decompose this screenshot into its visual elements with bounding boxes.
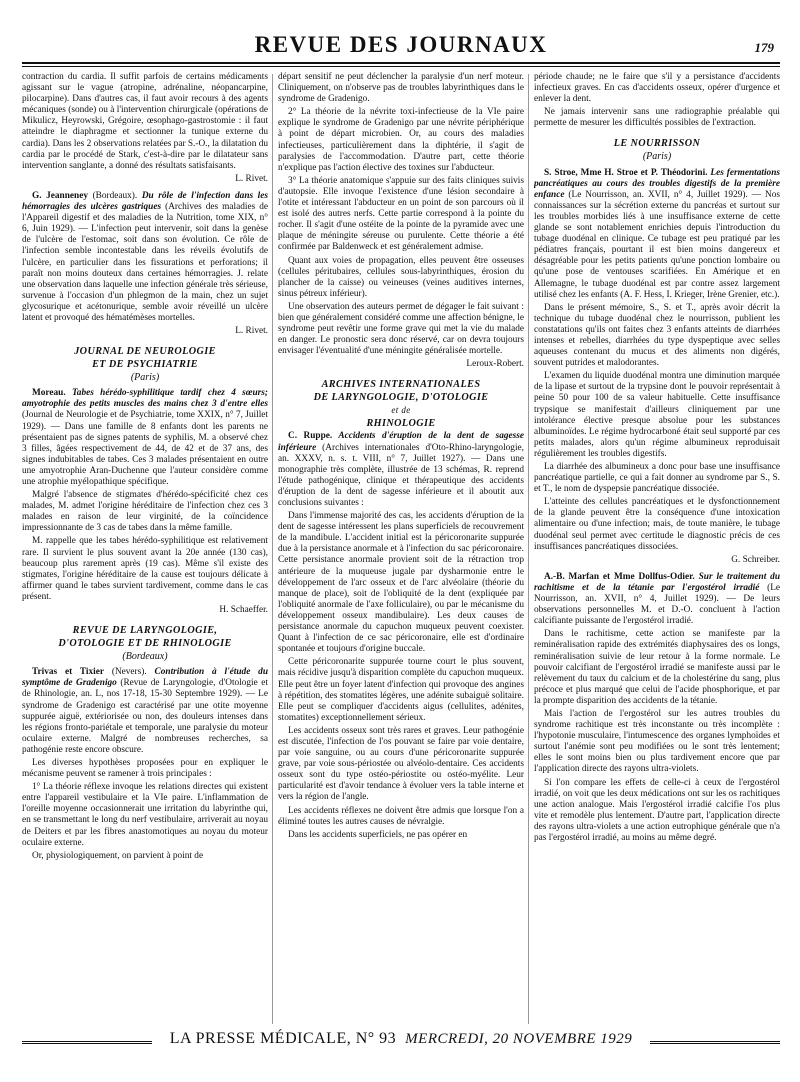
paragraph: Dans le rachitisme, cette action se manifeste par la reminéralisation rapide des extrémités diaphysaires des os longs, reminéralisation suivie de leur retour à la forme normale. Le pouvoir calcifiant de l'ergostérol irradié se manifeste aussi par le relèvement du taux du calcium et de la cholestérine du sang, plus précoce et plus marqué que celui de l'acide phosphorique, et par la prompte disparition des accidents de la tétanie. xyxy=(534,629,780,706)
paragraph: Les accidents réflexes ne doivent être admis que lorsque l'on a éliminé toutes les autres causes de névralgie. xyxy=(278,805,524,827)
column-divider xyxy=(528,74,529,1024)
article-title: Sur le traitement du rachitisme et de la tétanie par l'ergostérol irradié xyxy=(534,571,780,593)
paragraph: contraction du cardia. Il suffit parfois de certains médicaments agissant sur le vague (atropine, adrénaline, néopancarpine, pilocarpine). Dans d'autres cas, il faut avoir recours à des agents mécaniques (sonde) ou à l'intervention chirurgicale (opérations de Mikulicz, Heyrowski, Grégoire, œsophago-gastrostomie : il faut atteindre le diaphragme et sectionner la tunique externe du cardia). Dans les 2 observations relatées par S.-O., la dilatation du cardia par le procédé de Stark, c'est-à-dire par le dilatateur sans intervention sanglante, a donné des résultats satisfaisants. xyxy=(22,72,268,171)
paragraph: départ sensitif ne peut déclencher la paralysie d'un nerf moteur. Cliniquement, on n'observe pas de troubles labyrinthiques dans le syndrome de Gradenigo. xyxy=(278,72,524,105)
signature: H. Schaeffer. xyxy=(219,605,268,616)
page-number: 179 xyxy=(754,40,774,55)
location: (Nevers). xyxy=(104,667,155,678)
signature: L. Rivet. xyxy=(235,326,268,337)
paragraph: Dans l'immense majorité des cas, les accidents d'éruption de la dent de sagesse intéressent les plans superficiels de recouvrement de la mandibule. L'accident initial est la péricoronarite suppurée due à la persistance anormale et à l'infection du sac péricoronaire. Cette persistance anormale provient soit de la rétraction trop antérieure de la muqueuse jugale par dysharmonie entre le développement de l'arc osseux et de l'arc alvéolaire (théorie du manque de place), soit de l'obliquité de la dent (expliquée par l'obliquité anormale de l'axe folliculaire), ou par le mécanisme du développement osseux mandibulaire). Les deux causes de persistance anormale du capuchon muqueux peuvent coexister. Quant à l'infection de ce sac péricoronaire, elle est d'ordinaire spontanée et toujours d'origine buccale. xyxy=(278,511,524,655)
paragraph: Les accidents osseux sont très rares et graves. Leur pathogénie est discutée, l'infection de l'os pouvant se faire par voie dentaire, par voie sanguine, ou au cours d'une péricoronarite suppurée grave, par voie sous-périostée ou alvéolo-dentaire. Ces accidents osseux sont du type ostéo-périostite ou ostéo-myélite. Leur particularité est d'avoir tendance à évoluer vers la table interne et vers la région de l'angle. xyxy=(278,725,524,803)
section-heading-line: DE LARYNGOLOGIE, D'OTOLOGIE xyxy=(313,392,489,404)
section-heading-line: D'OTOLOGIE ET DE RHINOLOGIE xyxy=(58,638,232,650)
abstract-text: — Dans une monographie très complète, illustrée de 13 schémas, R. reprend l'étude pathogénique, clinique et thérapeutique des accidents d'éruption de la dent de sagesse inférieure et il aboutit aux conclusions suivantes : xyxy=(278,453,524,508)
abstract-stroe xyxy=(534,168,780,301)
signature: L. Rivet. xyxy=(235,173,268,184)
author: Moreau. xyxy=(32,388,66,399)
footer-rule xyxy=(22,1041,152,1044)
paragraph: Les diverses hypothèses proposées pour en expliquer le mécanisme peuvent se ramener à trois principales : xyxy=(22,757,268,780)
section-heading-line: RHINOLOGIE xyxy=(366,418,436,430)
section-heading-line: ET DE PSYCHIATRIE xyxy=(92,359,198,371)
paragraph: Ne jamais intervenir sans une radiographie préalable qui permette de mesurer les difficultés possibles de l'extraction. xyxy=(534,107,780,129)
column-middle xyxy=(278,72,524,1030)
paragraph: 3° La théorie anatomique s'appuie sur des faits cliniques suivis d'autopsie. Elle invoque l'existence d'une lésion secondaire à l'otite et intéressant l'abducteur en un point de son parcours où il est isolé des autres nerfs. Cette partie correspond à la pointe du rocher. Il s'agit d'une ostéite de la pointe de la pyramide avec une plaque de méningite séreuse ou purulente. Cette théorie a été confirmée par Baldenweck et est généralement admise. xyxy=(278,175,524,253)
paragraph: Malgré l'absence de stigmates d'hérédo-spécificité chez ces malades, M. admet l'origine héréditaire de l'infection chez ces 3 malades en raison de leur virginité, de la coïncidence impressionnante de 3 cas de tabes dans la même famille. xyxy=(22,490,268,534)
section-heading-line: JOURNAL DE NEUROLOGIE xyxy=(74,346,216,358)
section-heading xyxy=(278,378,524,430)
abstract-trivas xyxy=(22,667,268,756)
abstract-text: — De leurs observations personnelles M. et D.-O. concluent à l'action calcifiante puissante de l'ergostérol irradié. xyxy=(534,594,780,627)
signature: G. Schreiber. xyxy=(731,554,780,565)
paragraph: Quant aux voies de propagation, elles peuvent être osseuses (cellules péritubaires, cellules sous-labyrinthiques, érosion du plancher de la caisse) ou veineuses (veines auditives internes, sinus pétreux inférieur). xyxy=(278,255,524,299)
article-title: Du rôle de l'infection dans les hémorragies des ulcères gastriques xyxy=(22,190,268,213)
citation: (Revue de Laryngologie, d'Otologie et de Rhinologie, an. L, nos 17-18, 15-30 Septembre 1929). xyxy=(22,678,268,700)
abstract-text: — Nos connaissances sur la sécrétion externe du pancréas et surtout sur les troubles morbides liés à une insuffisance externe de cette glande se sont notablement enrichies depuis l'introduction du tubage duodénal en clinique. Ce tubage est peu pratiqué par les pédiatres français, pourtant il est bien moins dangereux et désagréable pour les petits patients qu'une ponction lombaire ou qu'une pose de ventouses scarifiées. En Amérique et en Allemagne, le tubage duodénal est par contre assez largement utilisé chez les enfants (A. F. Hess, I. Krieger, Irène Grenier, etc.). xyxy=(534,189,780,300)
paragraph: 2° La théorie de la névrite toxi-infectieuse de la VIe paire explique le syndrome de Gradenigo par une névrite périphérique à point de départ microbien. Or, au cours des maladies infectieuses, particulièrement dans la diphtérie, il s'agit de paralysies de l'accommodation. D'autre part, cette théorie n'explique pas l'action élective des toxines sur l'abducteur. xyxy=(278,107,524,173)
paragraph: Une observation des auteurs permet de dégager le fait suivant : bien que généralement considéré comme une affection bénigne, le syndrome peut revêtir une forme grave qui met la vie du malade en danger. Le pronostic sera donc réservé, car on devra toujours envisager l'éventualité d'une méningite généralisée mortelle. xyxy=(278,301,524,357)
section-heading: LE NOURRISSON xyxy=(613,138,701,150)
paragraph: La diarrhée des albumineux a donc pour base une insuffisance pancréatique partielle, ce qui a fait donner au syndrome par S., S. et T., le nom de dyspepsie pancréatique dissociée. xyxy=(534,462,780,495)
page-header xyxy=(22,30,780,68)
paragraph: L'atteinte des cellules pancréatiques et le dysfonctionnement de la glande peuvent être la conséquence d'une intoxication alimentaire ou d'une infection; mais, de toute manière, le tubage duodénal seul permet avec certitude le diagnostic précis de ces insuffisances pancréatiques dissociées. xyxy=(534,497,780,552)
article-title: Tabes hérédo-syphilitique tardif chez 4 sœurs; amyotrophie des petits muscles des mains chez 3 d'entre elles xyxy=(22,388,268,410)
paragraph: L'examen du liquide duodénal montra une diminution marquée de la lipase et surtout de la trypsine dont le pouvoir représentait à peine 50 pour 100 de sa valeur habituelle. Cette insuffisance trypsique se manifestait d'ailleurs cliniquement par une intolérance élective presque absolue pour les substances albuminoïdes. Le régime hydrocarboné était seul supporté par ces petits malades, alors qu'un régime albumineux reproduisait régulièrement les troubles digestifs. xyxy=(534,371,780,459)
paragraph: période chaude; ne le faire que s'il y a persistance d'accidents infectieux graves. En cas d'accidents osseux, opérer d'urgence et enlever la dent. xyxy=(534,72,780,105)
author: Trivas et Tixier xyxy=(32,667,104,678)
column-left xyxy=(22,72,268,1030)
paragraph: Dans le présent mémoire, S., S. et T., après avoir décrit la technique du tubage duodénal chez le nourrisson, publient les constatations qu'ils ont faites chez 3 enfants atteints de diarrhées intenses et rebelles, diarrhées du type dyspeptique avec selles aqueuses contenant du mucus et des aliments non digérés, souvent putrides et malodorantes. xyxy=(534,302,780,369)
journal-issue: LA PRESSE MÉDICALE, N° 93 xyxy=(169,1030,397,1047)
author: C. Ruppe. xyxy=(288,431,333,442)
section-city: (Paris) xyxy=(130,372,160,384)
abstract-text: — Dans une famille de 8 enfants dont les parents ne présentaient pas de signes patents de syphilis, M. a observé chez 3 filles, âgées respectivement de 44, de 42 et de 37 ans, des signes indubitables de tabes. Ces 3 malades présentaient en outre une amyotrophie Aran-Duchenne que l'auteur considère comme une atrophie myélopathique spécifique. xyxy=(22,421,268,487)
article-title: Contribution à l'étude du symptôme de Gradenigo xyxy=(22,667,268,689)
author: S. Stroe, Mme H. Stroe et P. Théodorini. xyxy=(544,167,708,178)
location: (Bordeaux). xyxy=(87,190,142,201)
article-title: Accidents d'éruption de la dent de sagesse inférieure xyxy=(278,431,524,453)
section-city: (Paris) xyxy=(642,151,672,163)
citation: (Le Nourrisson, an. XVII, n° 4, Juillet 1929). xyxy=(564,189,748,200)
citation: (Le Nourrisson, an. XVII, n° 4, Juillet 1929). xyxy=(534,582,780,605)
section-heading xyxy=(22,345,268,371)
abstract-text: — L'infection peut intervenir, soit dans la genèse de l'ulcère de l'estomac, soit dans son évolution. Ce rôle de l'infection semble incontestable dans les réveils évolutifs de l'ulcère, en particulier dans les fissurations et perforations; il paraît non moins douteux dans certaines hémorragies. J. relate une observation dans laquelle une infection générale très sérieuse, survenue à l'occasion d'un phlegmon de la main, chez un sujet glycosurique et acétonurique, semble avoir réveillé un ulcère latent et provoqué des hématémèses mortelles. xyxy=(22,224,268,323)
signature: Leroux-Robert. xyxy=(466,359,524,370)
abstract-text: — Le syndrome de Gradenigo est caractérisé par une otite moyenne suppurée aiguë, extériorisée ou non, des douleurs intenses dans les régions fronto-pariétale et temporale, une paralysie du moteur oculaire externe. Malgré de nombreuses recherches, sa pathogénie reste encore obscure. xyxy=(22,689,268,755)
abstract-moreau xyxy=(22,388,268,488)
header-rule-thin xyxy=(22,66,780,67)
abstract-ruppe xyxy=(278,431,524,509)
citation: (Journal de Neurologie et de Psychiatrie, tome XXIX, n° 7, Juillet 1929). xyxy=(22,410,268,432)
paragraph: Or, physiologiquement, on parvient à point de xyxy=(32,850,204,861)
author: G. Jeanneney xyxy=(32,190,88,201)
author: A.-B. Marfan et Mme Dollfus-Odier. xyxy=(544,571,695,582)
section-heading-line: REVUE DE LARYNGOLOGIE, xyxy=(72,625,218,637)
article-title: Les fermentations pancréatiques au cours des troubles digestifs de la première enfance xyxy=(534,167,780,200)
issue-date: MERCREDI, 20 NOVEMBRE 1929 xyxy=(405,1031,633,1047)
article-columns xyxy=(22,72,780,1030)
footer-rule xyxy=(650,1041,780,1044)
paragraph: Cette péricoronarite suppurée tourne court le plus souvent, mais récidive jusqu'à disparition complète du capuchon muqueux. Elle peut être un foyer latent d'infection qui provoque des angines à répétition, des stomatites légères, une adénite subaiguë solitaire. Elle peut se compliquer d'accidents aigus (cellulites, adénites, stomatites) exceptionnellement sérieux. xyxy=(278,657,524,723)
section-heading-line: et de xyxy=(391,405,411,416)
citation: (Archives internationales d'Oto-Rhino-laryngologie, an. XXXV, n. s. t. VIII, n° 7, Juillet 1927). xyxy=(278,442,524,464)
abstract-marfan xyxy=(534,572,780,627)
paragraph: M. rappelle que les tabes hérédo-syphilitique est relativement rare. Il survient le plus souvent avant la 20e année (130 cas), beaucoup plus rarement après (19 cas). Même s'il existe des stigmates, l'origine héréditaire de la cause est toujours délicate à affirmer quand le tabes survient tardivement, comme dans le cas présent. xyxy=(22,536,268,602)
abstract-jeanneney xyxy=(22,191,268,324)
running-title: REVUE DES JOURNAUX xyxy=(254,32,548,57)
paragraph: 1° La théorie réflexe invoque les relations directes qui existent entre l'appareil vestibulaire et la VIe paire. L'inflammation de l'oreille moyenne occasionnerait une irritation du labyrinthe qui, en se transmettant le long du nerf vestibulaire, arriverait au noyau de Deiters et par les fibres anastomotiques au noyau du moteur oculaire externe. xyxy=(22,782,268,848)
footer-text xyxy=(162,1030,640,1048)
column-right xyxy=(534,72,780,1030)
section-heading-line: ARCHIVES INTERNATIONALES xyxy=(321,379,481,391)
column-divider xyxy=(272,74,273,1024)
section-heading xyxy=(22,624,268,650)
paragraph: Mais l'action de l'ergostérol sur les autres troubles du syndrome rachitique est très inconstante ou très incomplète : l'hypotonie musculaire, l'intumescence des organes lymphoïdes et surtout l'anémie sont peu modifiées ou le sont très lentement; elles le sont moins bien ou plus tardivement encore que par l'application directe des rayons ultra-violets. xyxy=(534,708,780,775)
section-city: (Bordeaux) xyxy=(122,651,168,663)
header-rule xyxy=(22,62,780,64)
paragraph: Si l'on compare les effets de celle-ci à ceux de l'ergostérol irradié, on voit que les deux médications ont sur les os rachitiques une action analogue. Mais l'ergostérol irradié calcifie l'os plus vite et remodèle plus lentement. D'autre part, l'application directe des rayons ultra-violets a une action eutrophique générale que n'a pas l'ergostérol irradié, au moins au même degré. xyxy=(534,777,780,843)
page-footer xyxy=(22,1030,780,1056)
paragraph: Dans les accidents superficiels, ne pas opérer en xyxy=(288,829,468,840)
citation: (Archives des maladies de l'Appareil digestif et des maladies de la Nutrition, tome XIX, n° 6, Juin 1929). xyxy=(22,202,268,235)
